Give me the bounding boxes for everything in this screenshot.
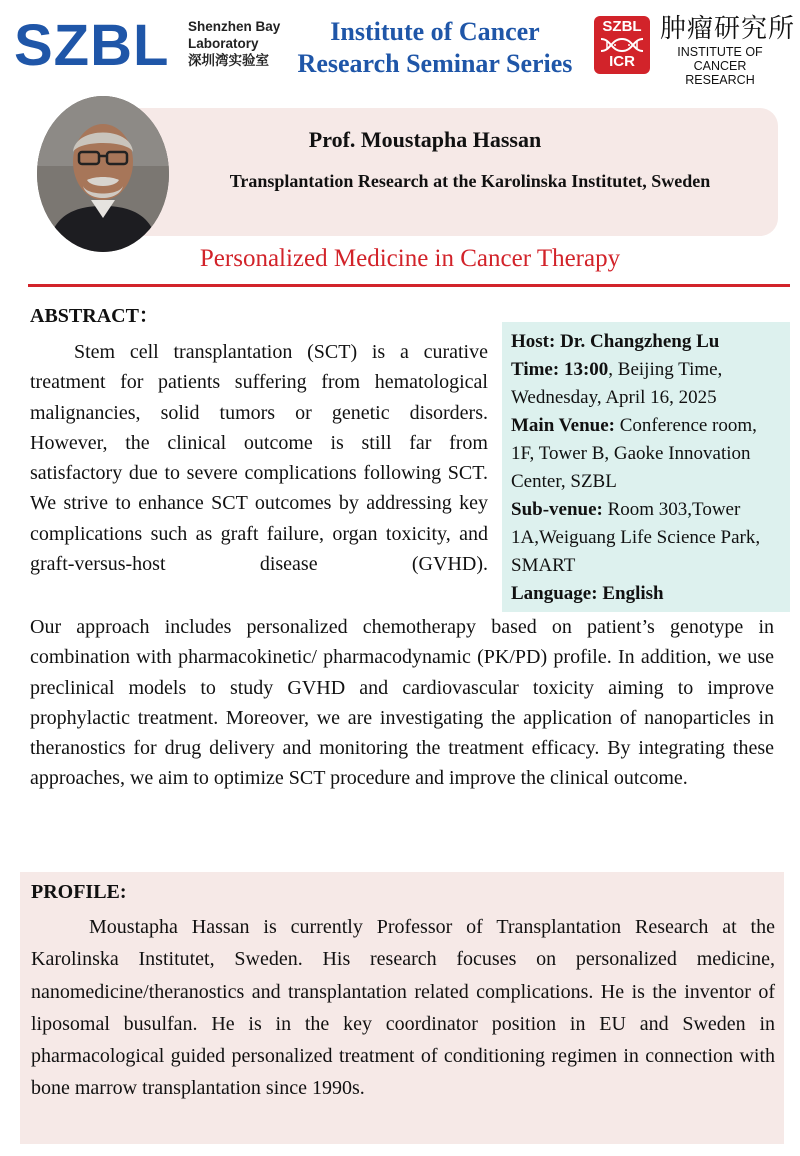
szbl-lab-name — [188, 18, 280, 69]
szbl-logo-text: SZBL — [14, 13, 170, 78]
seminar-info-box — [502, 322, 790, 612]
sub-venue-label: Sub-venue: — [511, 499, 608, 520]
talk-title: Personalized Medicine in Cancer Therapy — [199, 245, 621, 272]
icr-logo-badge — [594, 16, 650, 74]
time-label: Time: 13:00 — [511, 359, 609, 380]
main-venue-value: Conference room, 1F, Tower B, Gaoke Innovation Center, SZBL — [511, 415, 757, 492]
profile-text: Moustapha Hassan is currently Professor of Transplantation Research at the Karolinska Institutet, Sweden. His research focuses on personalized medicine, nanomedicine/theranostics and transplantation related complications. He is the inventor of liposomal busulfan. He is in the key coordinator position in EU and Sweden in pharmacological guided personalized treatment of conditioning regimen in connection with bone marrow transplantation since 1990s. — [31, 916, 775, 1100]
speaker-photo — [37, 96, 169, 252]
szbl-name-line1: Shenzhen Bay — [188, 19, 281, 34]
dna-helix-icon — [599, 36, 645, 54]
language-line — [511, 580, 782, 608]
profile-heading: PROFILE: — [31, 881, 127, 903]
seminar-title-line1: Institute of Cancer — [330, 17, 540, 46]
speaker-portrait-icon — [37, 96, 169, 252]
icr-name-en-line1: INSTITUTE OF — [677, 45, 763, 59]
language-label: Language: — [511, 583, 603, 604]
speaker-name: Prof. Moustapha Hassan — [308, 127, 542, 152]
sub-venue-value: Room 303,Tower 1A,Weiguang Life Science Park, SMART — [511, 499, 761, 576]
abstract-heading: ABSTRACT： — [30, 305, 159, 327]
time-value: , Beijing Time, Wednesday, April 16, 2025 — [511, 359, 723, 408]
icr-name-en — [660, 45, 780, 87]
host-label: Host: — [511, 331, 561, 352]
language-value: English — [602, 583, 664, 604]
main-venue-label: Main Venue: — [511, 415, 620, 436]
icr-name-cn: 肿瘤研究所 — [660, 14, 796, 44]
speaker-affiliation: Transplantation Research at the Karolinska Institutet, Sweden — [229, 171, 711, 191]
sub-venue-line — [511, 496, 782, 580]
szbl-name-line2: Laboratory — [188, 36, 259, 51]
seminar-series-title — [285, 16, 585, 80]
seminar-title-line2: Research Seminar Series — [297, 49, 573, 78]
icr-badge-top-text: SZBL — [602, 18, 642, 35]
main-venue-line — [511, 412, 782, 496]
host-value: Dr. Changzheng Lu — [560, 331, 720, 352]
abstract-paragraph-part1: Stem cell transplantation (SCT) is a curative treatment for patients suffering from hematological malignancies, solid tumors or genetic disorders. However, the clinical outcome is still far from satisfactory due to severe complications following SCT. We strive to enhance SCT outcomes by addressing key complications such as graft failure, organ toxicity, and graft-versus-host disease (GVHD). — [30, 341, 488, 576]
icr-name-en-line2: CANCER RESEARCH — [685, 59, 755, 87]
time-line — [511, 356, 782, 412]
abstract-paragraph-part2: Our approach includes personalized chemotherapy based on patient’s genotype in combination with pharmacokinetic/ pharmacodynamic (PK/PD) profile. In addition, we use preclinical models to study GVHD and cardiovascular toxicity aiming to improve prophylactic treatment. Moreover, we are investigating the application of nanoparticles in theranostics for drug delivery and monitoring the treatment efficacy. By integrating these approaches, we aim to optimize SCT procedure and improve the clinical outcome. — [30, 616, 774, 790]
icr-badge-bottom-text: ICR — [609, 53, 635, 70]
szbl-name-cn: 深圳湾实验室 — [188, 53, 269, 68]
host-line — [511, 328, 782, 356]
title-divider — [28, 284, 790, 287]
